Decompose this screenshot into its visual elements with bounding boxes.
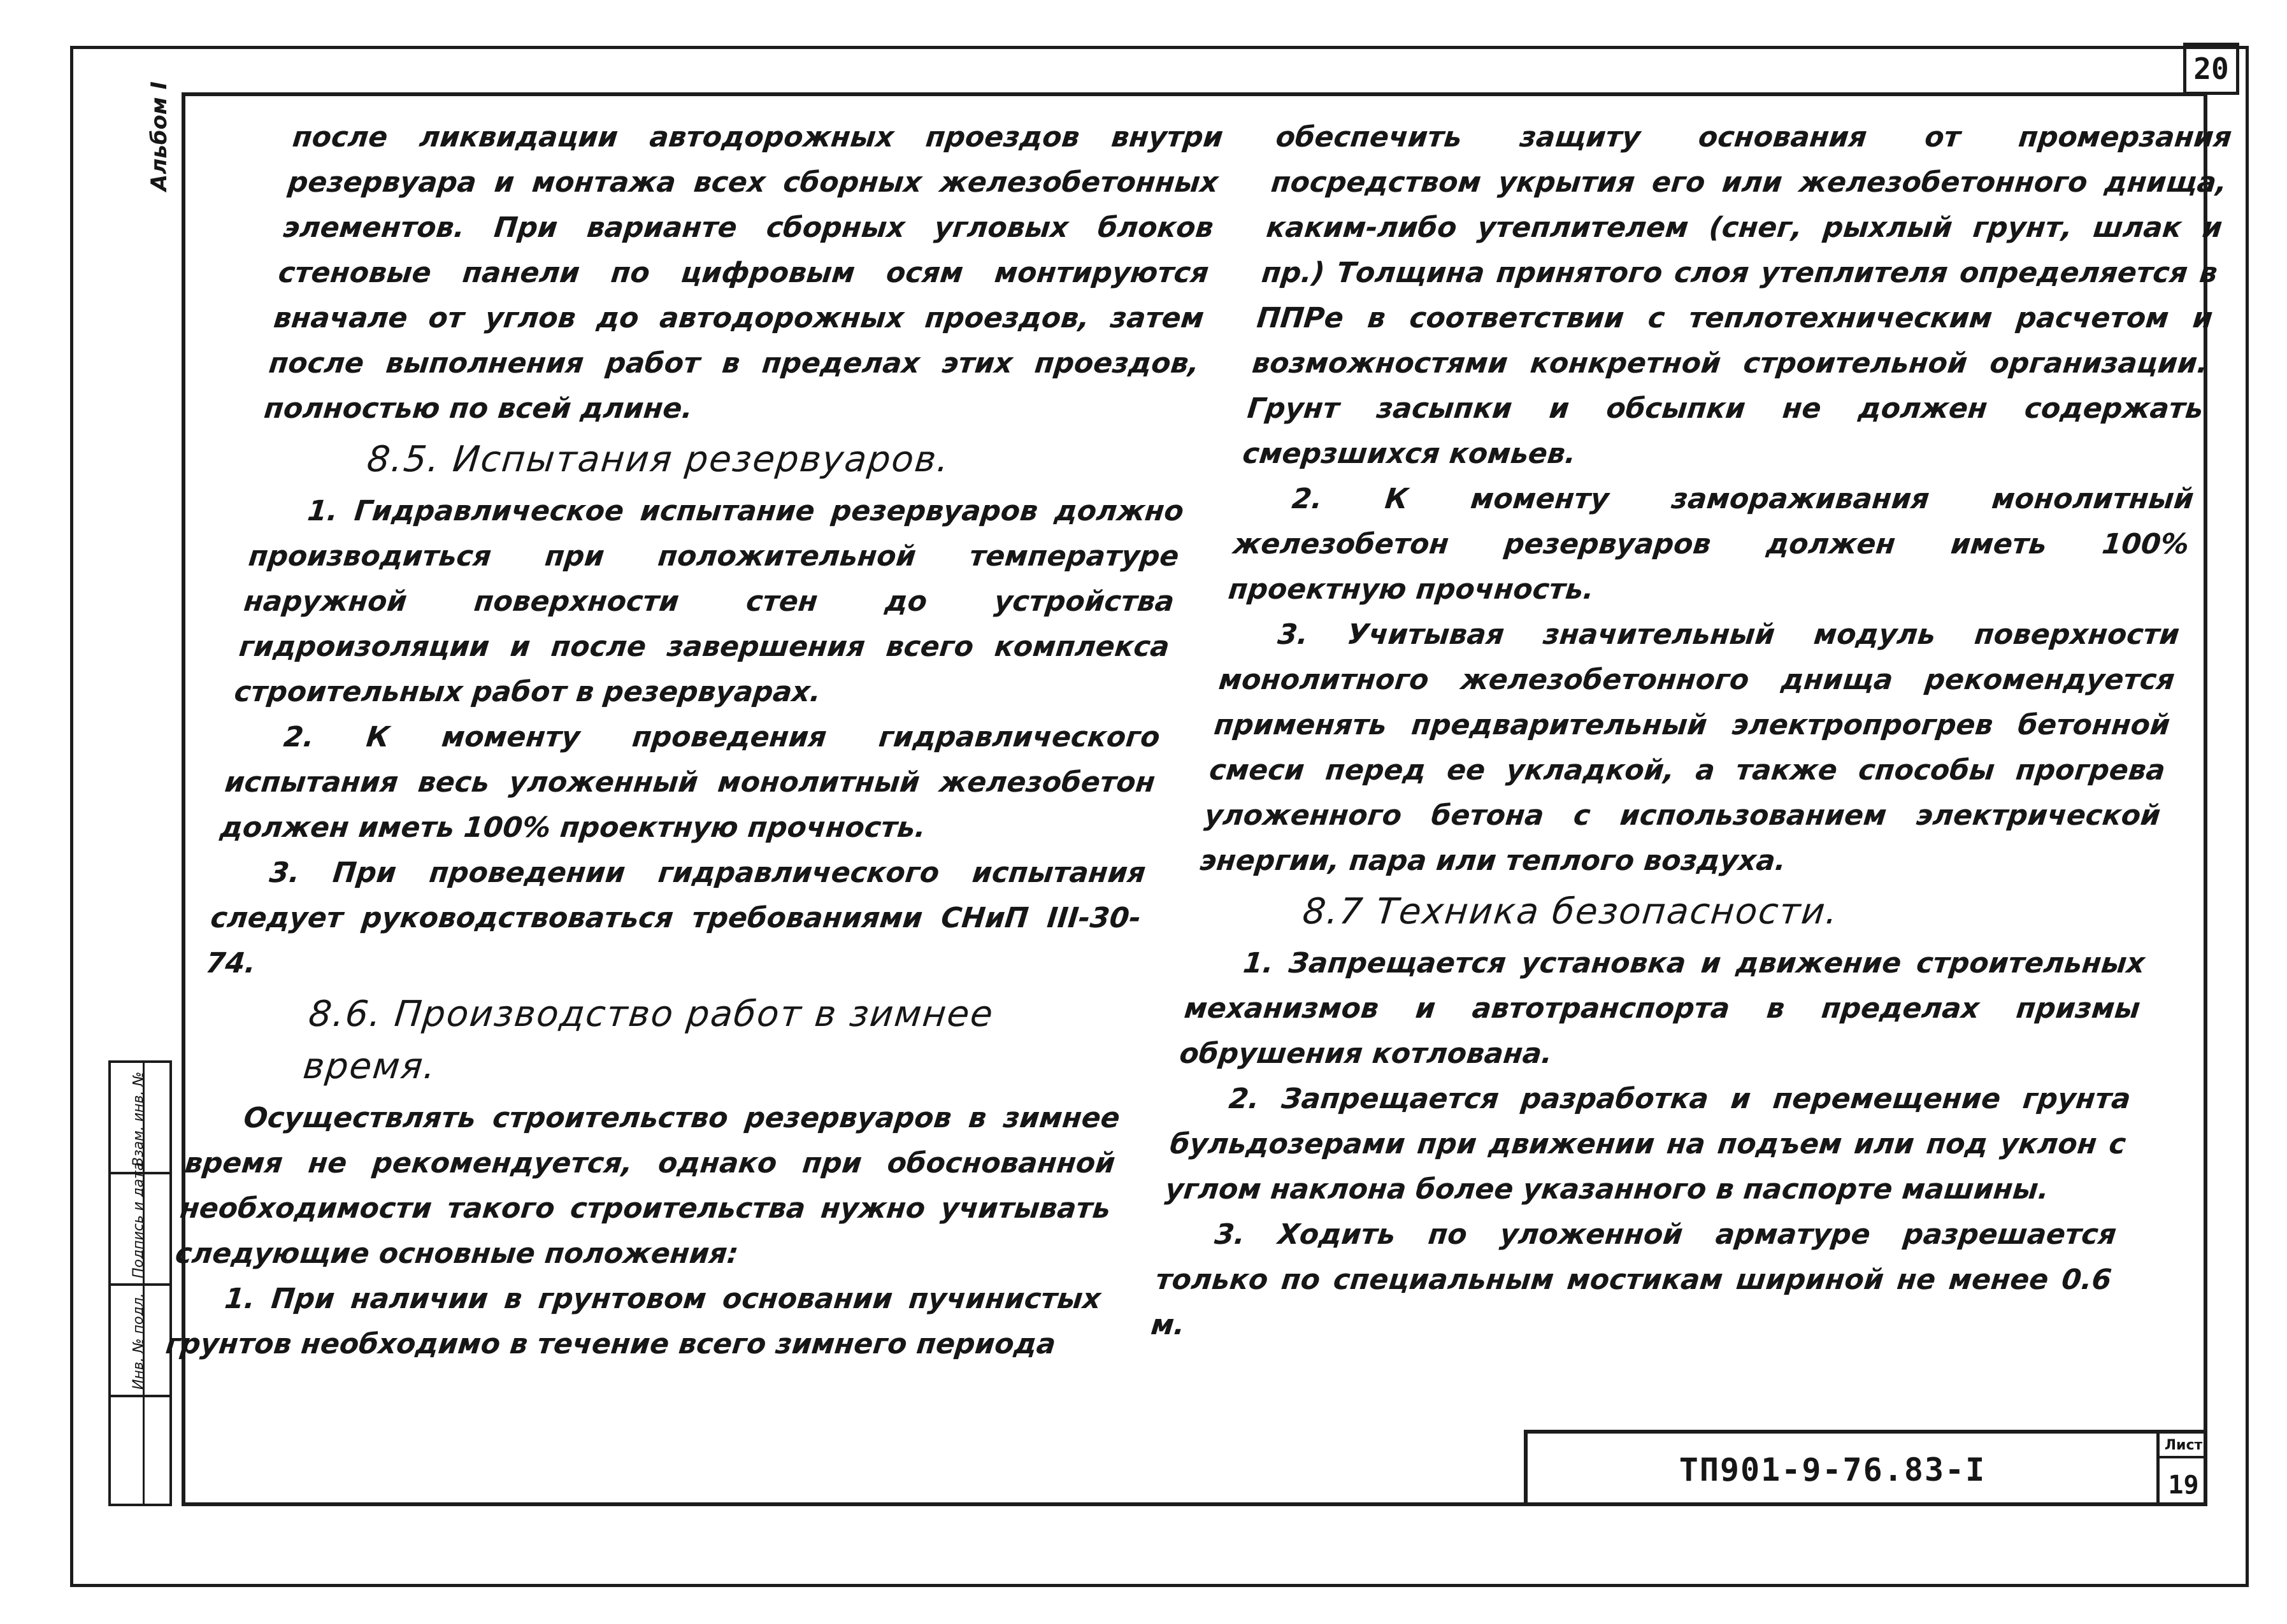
sheet-number: 19 (2168, 1471, 2199, 1500)
page-number: 20 (2183, 43, 2239, 95)
paragraph: 1. Запрещается установка и движение строительных механизмов и автотранспорта в пределах призмы обрушения котлована. (1178, 947, 2147, 1070)
paragraph: 2. Запрещается разработка и перемещение грунта бульдозерами при движении на подъем или под уклон с углом наклона более указанного в паспорте машины. (1163, 1083, 2132, 1206)
paragraph: 3. Учитывая значительный модуль поверхности монолитного железобетонного днища рекомендуется применять предварительный электропрогрев бетонной смеси перед ее укладкой, а также способы прогрева уложенного бетона с использованием электрической энергии, пара или теплого воздуха. (1198, 618, 2181, 877)
section-heading-8-5: 8.5. Испытания резервуаров. (364, 439, 952, 480)
stamp-cell-sign: Подпись и дата (111, 1174, 169, 1286)
paragraph: обеспечить защиту основания от промерзания посредством укрытия его или железобетонного днища, каким-либо утеплителем (снег, рыхлый грунт, шлак и пр.) Толщина принятого слоя утеплителя определяется в ППРе в соответствии с теплотехническим расчетом и возможностями конкретной строительной организации. Грунт засыпки и обсыпки не должен содержать смерзшихся комьев. (1241, 121, 2233, 470)
paragraph: 3. При проведении гидравлического испытания следует руководствоваться требованиями СНиП III-30-74. (204, 857, 1147, 979)
paragraph: 3. Ходить по уложенной арматуре разрешается только по специальным мостикам шириной не менее 0.6 м. (1149, 1218, 2118, 1341)
sheet-cell (2156, 1434, 2207, 1506)
paragraph: 1. Гидравлическое испытание резервуаров должно производиться при положительной температуре наружной поверхности стен до устройства гидроизоляции и после завершения всего комплекса строительных работ в резервуарах. (233, 495, 1186, 708)
stamp-cell-orig: Инв. № подл. (111, 1286, 169, 1397)
title-block (1524, 1430, 2207, 1506)
right-column (1149, 115, 2233, 1348)
left-column (164, 115, 1226, 1367)
side-stamp (108, 1060, 172, 1506)
paragraph: 2. К моменту замораживания монолитный железобетон резервуаров должен иметь 100% проектную прочность. (1226, 483, 2195, 606)
paragraph: 2. К моменту проведения гидравлического испытания весь уложенный монолитный железобетон должен иметь 100% проектную прочность. (218, 721, 1162, 844)
paragraph: 1. При наличии в грунтовом основании пучинистых грунтов необходимо в течение всего зимнего периода (164, 1283, 1103, 1360)
stamp-cell-inv: Взам. инв. № (111, 1063, 169, 1174)
document-code: ТП901-9-76.83-I (1679, 1451, 1986, 1488)
sheet-label: Лист (2160, 1437, 2207, 1458)
section-heading-8-6: 8.6. Производство работ в зимнее время. (301, 994, 996, 1087)
paragraph: Осуществлять строительство резервуаров в зимнее время не рекомендуется, однако при обоснованной необходимости такого строительства нужно учитывать следующие основные положения: (173, 1102, 1122, 1270)
paragraph: после ликвидации автодорожных проездов внутри резервуара и монтажа всех сборных железобетонных элементов. При варианте сборных угловых блоков стеновые панели по цифровым осям монтируются вначале от углов до автодорожных проездов, затем после выполнения работ в пределах этих проездов, полностью по всей длине. (262, 121, 1225, 425)
album-label: Альбом I (147, 81, 172, 191)
section-heading-8-7: 8.7 Техника безопасности. (1300, 891, 1841, 932)
